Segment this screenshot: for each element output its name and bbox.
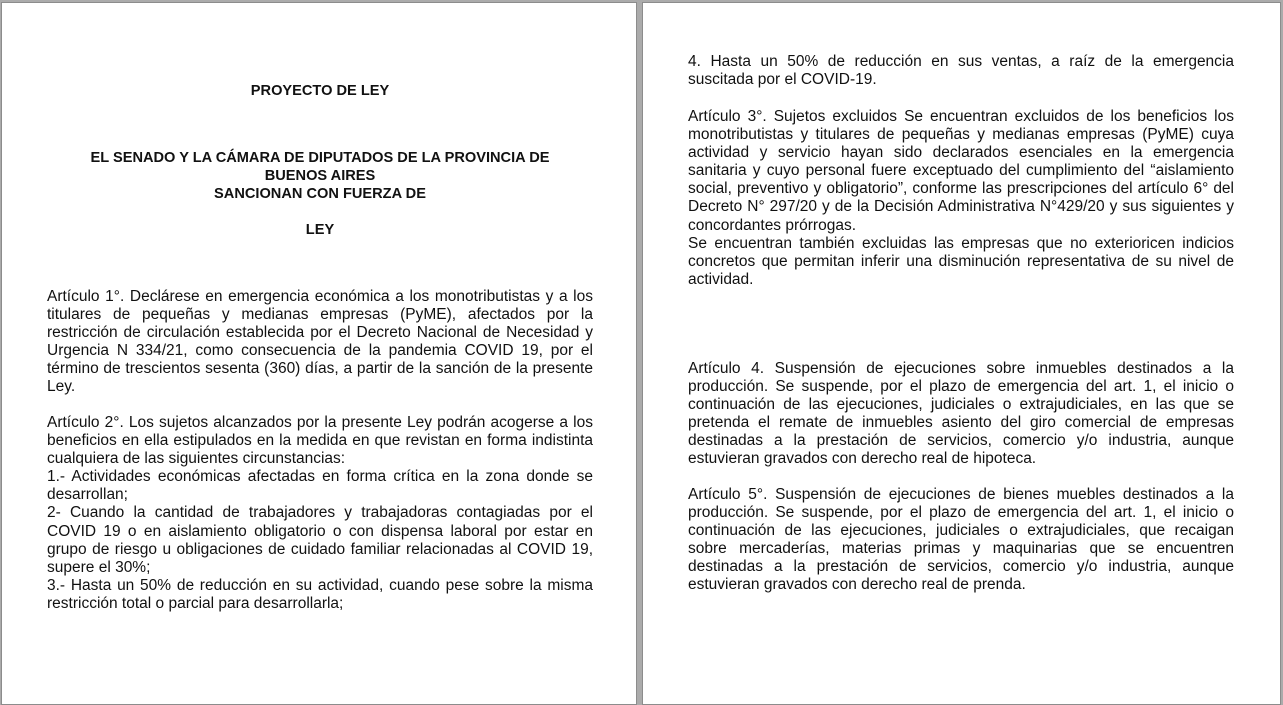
article-2-continued: [688, 53, 1234, 89]
article-3-text: Artículo 3°. Sujetos excluidos Se encuentran excluidos de los beneficios los monotributistas y titulares de pequeñas y medianas empresas (PyME) cuya actividad y servicio hayan sido declarados esenciales en la emergencia sanitaria y cuyo personal fuere exceptuado del cumplimiento del “aislamiento social, preventivo y obligatorio”, conforme las prescripciones del artículo 6° del Decreto N° 297/20 y de la Decisión Administrativa N°429/20 y sus siguientes y concordantes prórrogas.: [688, 108, 1234, 234]
article-5-text: Artículo 5°. Suspensión de ejecuciones de bienes muebles destinados a la producción. Se suspende, por el plazo de emergencia del art. 1, el inicio o continuación de las ejecuciones, judiciales o extrajudiciales, que recaigan sobre mercaderías, materias primas y maquinarias que se encuentren destinadas a la prestación de servicios, comercio y/o industria, aunque estuvieran gravados con derecho real de prenda.: [688, 486, 1234, 594]
document-title: PROYECTO DE LEY: [250, 83, 390, 99]
article-3: [688, 108, 1234, 289]
article-5: [688, 486, 1234, 595]
document-page-left: [1, 2, 637, 705]
article-1: [47, 288, 593, 397]
chamber-heading-line-2: BUENOS AIRES: [264, 168, 376, 184]
article-2-item-3: 3.- Hasta un 50% de reducción en su actividad, cuando pese sobre la misma restricción total o parcial para desarrollarla;: [47, 576, 593, 612]
chamber-heading-line-3: SANCIONAN CON FUERZA DE: [214, 186, 426, 202]
article-4-text: Artículo 4. Suspensión de ejecuciones sobre inmuebles destinados a la producción. Se suspende, por el plazo de emergencia del art. 1, el inicio o continuación de las ejecuciones, judiciales o extrajudiciales, en las que se pretenda el remate de inmuebles asiento del giro comercial de empresas destinadas a la prestación de servicios, comercio y/o industria, aunque estuvieran gravados con derecho real de hipoteca.: [688, 360, 1234, 468]
chamber-heading-line-1: EL SENADO Y LA CÁMARA DE DIPUTADOS DE LA PROVINCIA DE: [90, 150, 550, 166]
ley-heading: LEY: [305, 222, 335, 238]
article-2-item-1: 1.- Actividades económicas afectadas en forma crítica en la zona donde se desarrollan;: [47, 468, 593, 504]
article-2-intro: Artículo 2°. Los sujetos alcanzados por la presente Ley podrán acogerse a los beneficios en ella estipulados en la medida en que revistan en forma indistinta cualquiera de las siguientes circunstancias:: [47, 414, 593, 468]
document-page-right: [642, 2, 1281, 705]
article-4: [688, 360, 1234, 469]
article-3-extra: Se encuentran también excluidas las empresas que no exterioricen indicios concretos que permitan inferir una disminución representativa de su nivel de actividad.: [688, 234, 1234, 288]
article-1-text: Artículo 1°. Declárese en emergencia económica a los monotributistas y a los titulares de pequeñas y medianas empresas (PyME), afectados por la restricción de circulación establecida por el Decreto Nacional de Necesidad y Urgencia N 334/21, como consecuencia de la pandemia COVID 19, por el término de trescientos sesenta (360) días, a partir de la sanción de la presente Ley.: [47, 288, 593, 396]
article-2-item-4: 4. Hasta un 50% de reducción en sus ventas, a raíz de la emergencia suscitada por el COVID-19.: [688, 53, 1234, 89]
article-2-item-2: 2- Cuando la cantidad de trabajadores y trabajadoras contagiadas por el COVID 19 o en aislamiento obligatorio o con dispensa laboral por estar en grupo de riesgo u obligaciones de cuidado familiar relacionadas al COVID 19, supere el 30%;: [47, 504, 593, 576]
chamber-heading: [47, 149, 593, 203]
article-2: [47, 414, 593, 613]
